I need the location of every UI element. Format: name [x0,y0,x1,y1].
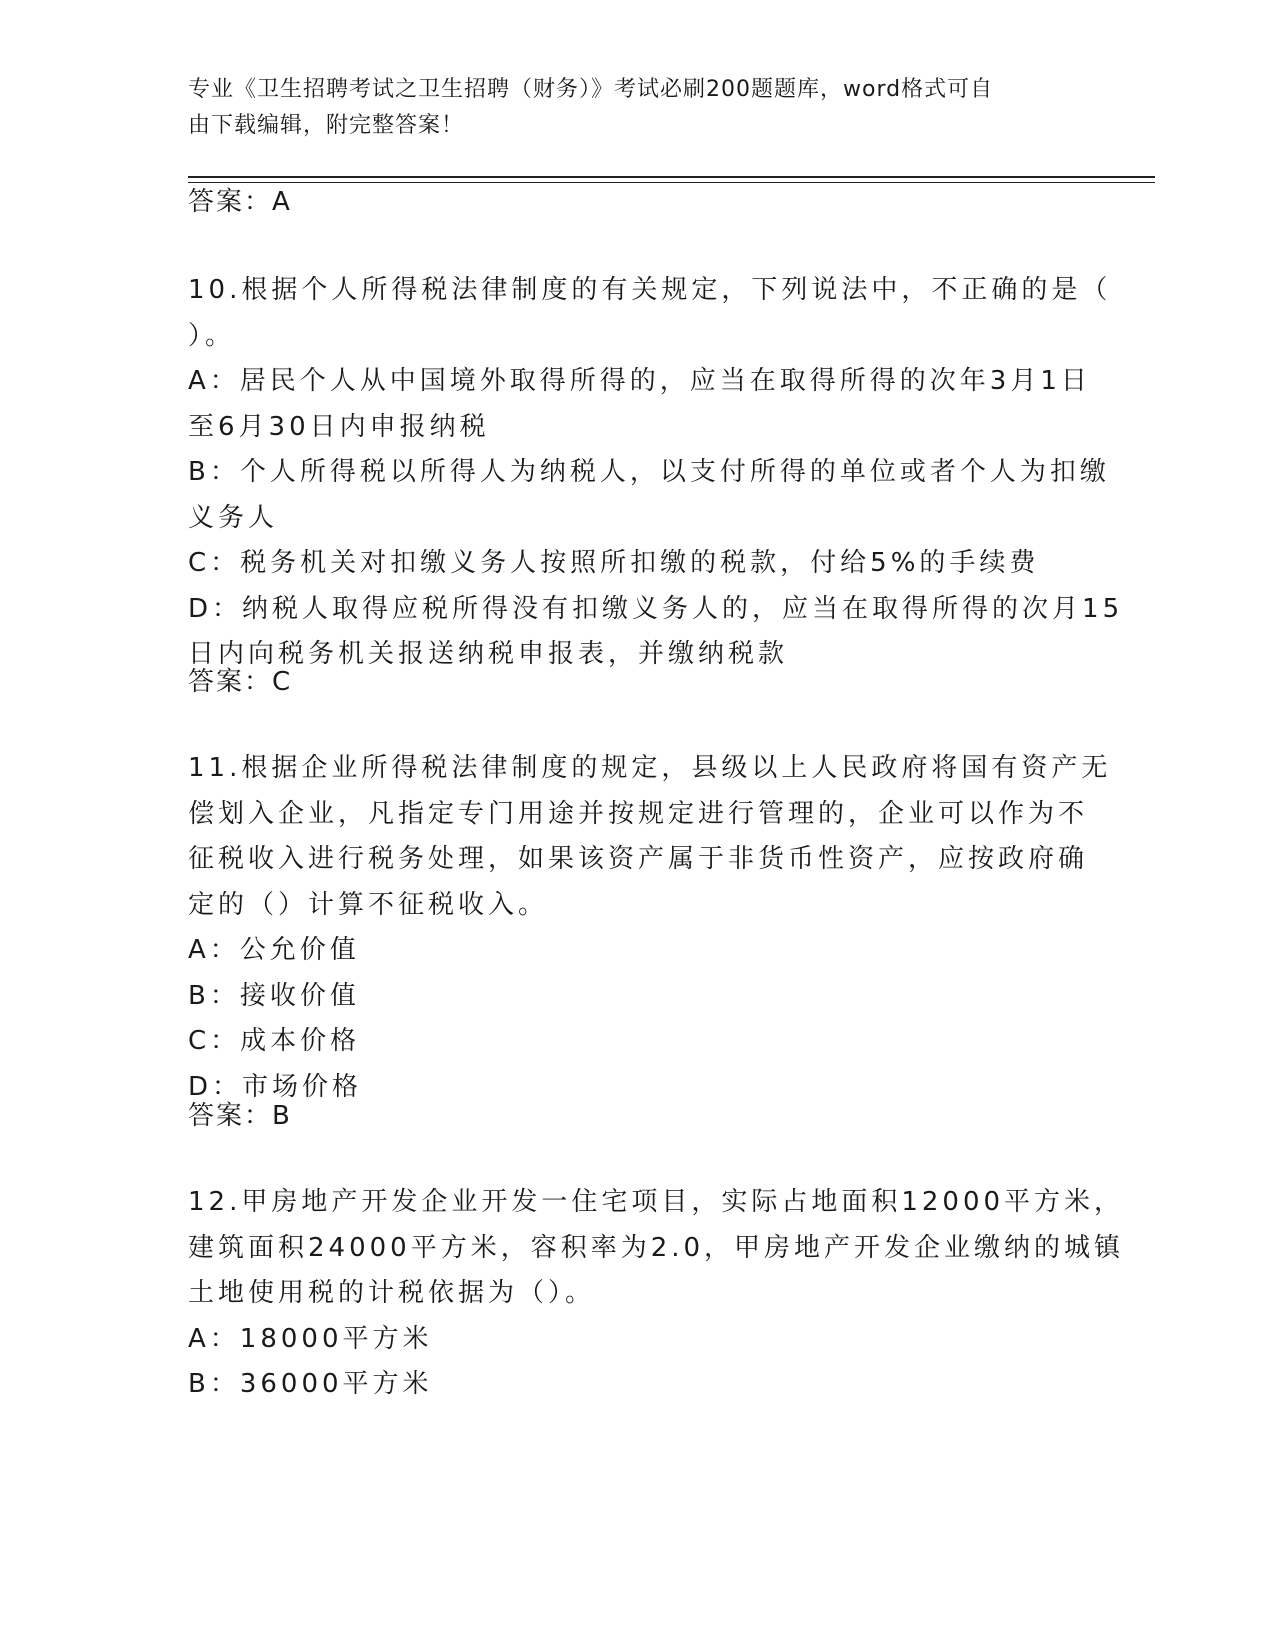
question-10 [188,268,1124,678]
question-11 [188,746,1112,1110]
header-line-1: 专业《卫生招聘考试之卫生招聘（财务）》考试必刷200题题库，word格式可自 [188,77,994,102]
question-11-line-2: 偿划入企业，凡指定专门用途并按规定进行管理的，企业可以作为不 [188,798,1089,829]
question-10-option-a-line-2: 至6月30日内申报纳税 [188,411,490,442]
header-rule-thick [188,176,1155,178]
question-11-option-c: C：成本价格 [188,1026,361,1056]
previous-answer: 答案：A [188,187,292,217]
question-10-answer: 答案：C [188,667,293,697]
question-10-option-c: C：税务机关对扣缴义务人按照所扣缴的税款，付给5%的手续费 [188,548,1040,578]
question-12-option-b: B：36000平方米 [188,1369,433,1399]
header-line-2: 由下载编辑，附完整答案！ [188,113,465,138]
question-10-option-d-line-2: 日内向税务机关报送纳税申报表，并缴纳税款 [188,639,789,669]
question-12-option-a: A：18000平方米 [188,1323,433,1354]
question-11-line-1: 11.根据企业所得税法律制度的规定，县级以上人民政府将国有资产无 [188,753,1112,783]
document-header [188,72,1068,144]
question-11-option-a: A：公允价值 [188,935,360,965]
question-10-option-a-line-1: A：居民个人从中国境外取得所得的，应当在取得所得的次年3月1日 [188,366,1091,396]
question-11-answer: 答案：B [188,1101,292,1131]
question-11-option-d: D：市场价格 [188,1071,363,1102]
header-rule-thin [188,182,1155,183]
question-12 [188,1180,1125,1408]
question-11-line-4: 定的（）计算不征税收入。 [188,889,549,920]
question-12-line-1: 12.甲房地产开发企业开发一住宅项目，实际占地面积12000平方米， [188,1187,1125,1217]
question-12-line-2: 建筑面积24000平方米，容积率为2.0，甲房地产开发企业缴纳的城镇 [188,1232,1125,1263]
question-10-line-1: 10.根据个人所得税法律制度的有关规定，下列说法中，不正确的是（ [188,275,1112,305]
question-11-option-b: B：接收价值 [188,980,360,1011]
question-12-line-3: 土地使用税的计税依据为（）。 [188,1278,596,1308]
question-11-line-3: 征税收入进行税务处理，如果该资产属于非货币性资产，应按政府确 [188,844,1089,874]
question-10-line-2: ）。 [188,320,236,351]
question-10-option-b-line-1: B：个人所得税以所得人为纳税人，以支付所得的单位或者个人为扣缴 [188,457,1110,487]
question-10-option-b-line-2: 义务人 [188,502,279,533]
question-10-option-d-line-1: D：纳税人取得应税所得没有扣缴义务人的，应当在取得所得的次月15 [188,593,1124,624]
